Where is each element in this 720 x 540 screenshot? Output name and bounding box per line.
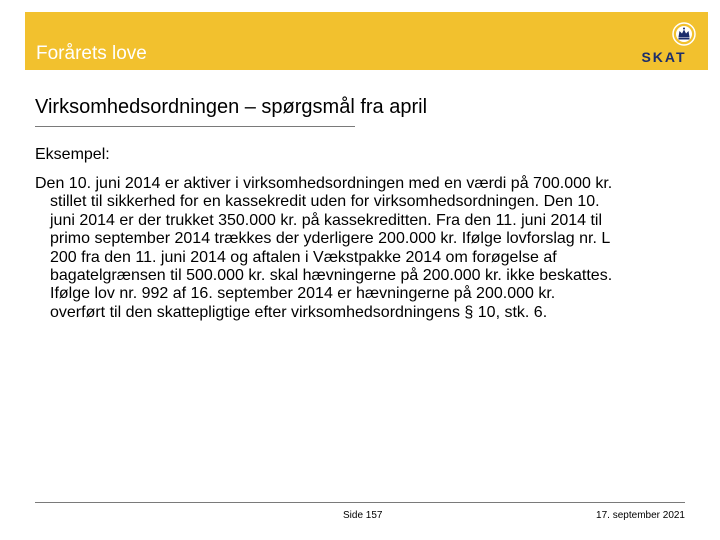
header-band [25, 12, 708, 70]
footer-divider [35, 502, 685, 503]
body-line: Den 10. juni 2014 er aktiver i virksomhedsordningen med en værdi på 700.000 kr. [35, 175, 613, 192]
body-line: primo september 2014 trækkes der yderligere 200.000 kr. Ifølge lovforslag nr. L [50, 230, 611, 248]
presentation-title: Forårets love [36, 43, 147, 64]
example-label: Eksempel: [35, 146, 110, 163]
body-line: stillet til sikkerhed for en kassekredit uden for virksomhedsordningen. Den 10. [50, 193, 600, 211]
body-line: Ifølge lov nr. 992 af 16. september 2014 er hævningerne på 200.000 kr. [50, 285, 556, 303]
crown-icon [624, 18, 698, 66]
skat-logo [624, 18, 698, 66]
body-line: overført til den skattepligtige efter virksomhedsordningens § 10, stk. 6. [50, 303, 548, 321]
logo-text: SKAT [641, 49, 687, 65]
body-line: 200 fra den 11. juni 2014 og aftalen i Vækstpakke 2014 om forøgelse af [50, 248, 557, 266]
example-body [35, 175, 700, 322]
title-divider [35, 126, 355, 127]
page-number: Side 157 [343, 510, 383, 521]
body-line: juni 2014 er der trukket 350.000 kr. på kassekreditten. Fra den 11. juni 2014 til [50, 211, 603, 229]
slide-title: Virksomhedsordningen – spørgsmål fra april [35, 96, 428, 118]
footer-date: 17. september 2021 [596, 510, 685, 521]
body-line: bagatelgrænsen til 500.000 kr. skal hævningerne på 200.000 kr. ikke beskattes. [50, 267, 613, 285]
